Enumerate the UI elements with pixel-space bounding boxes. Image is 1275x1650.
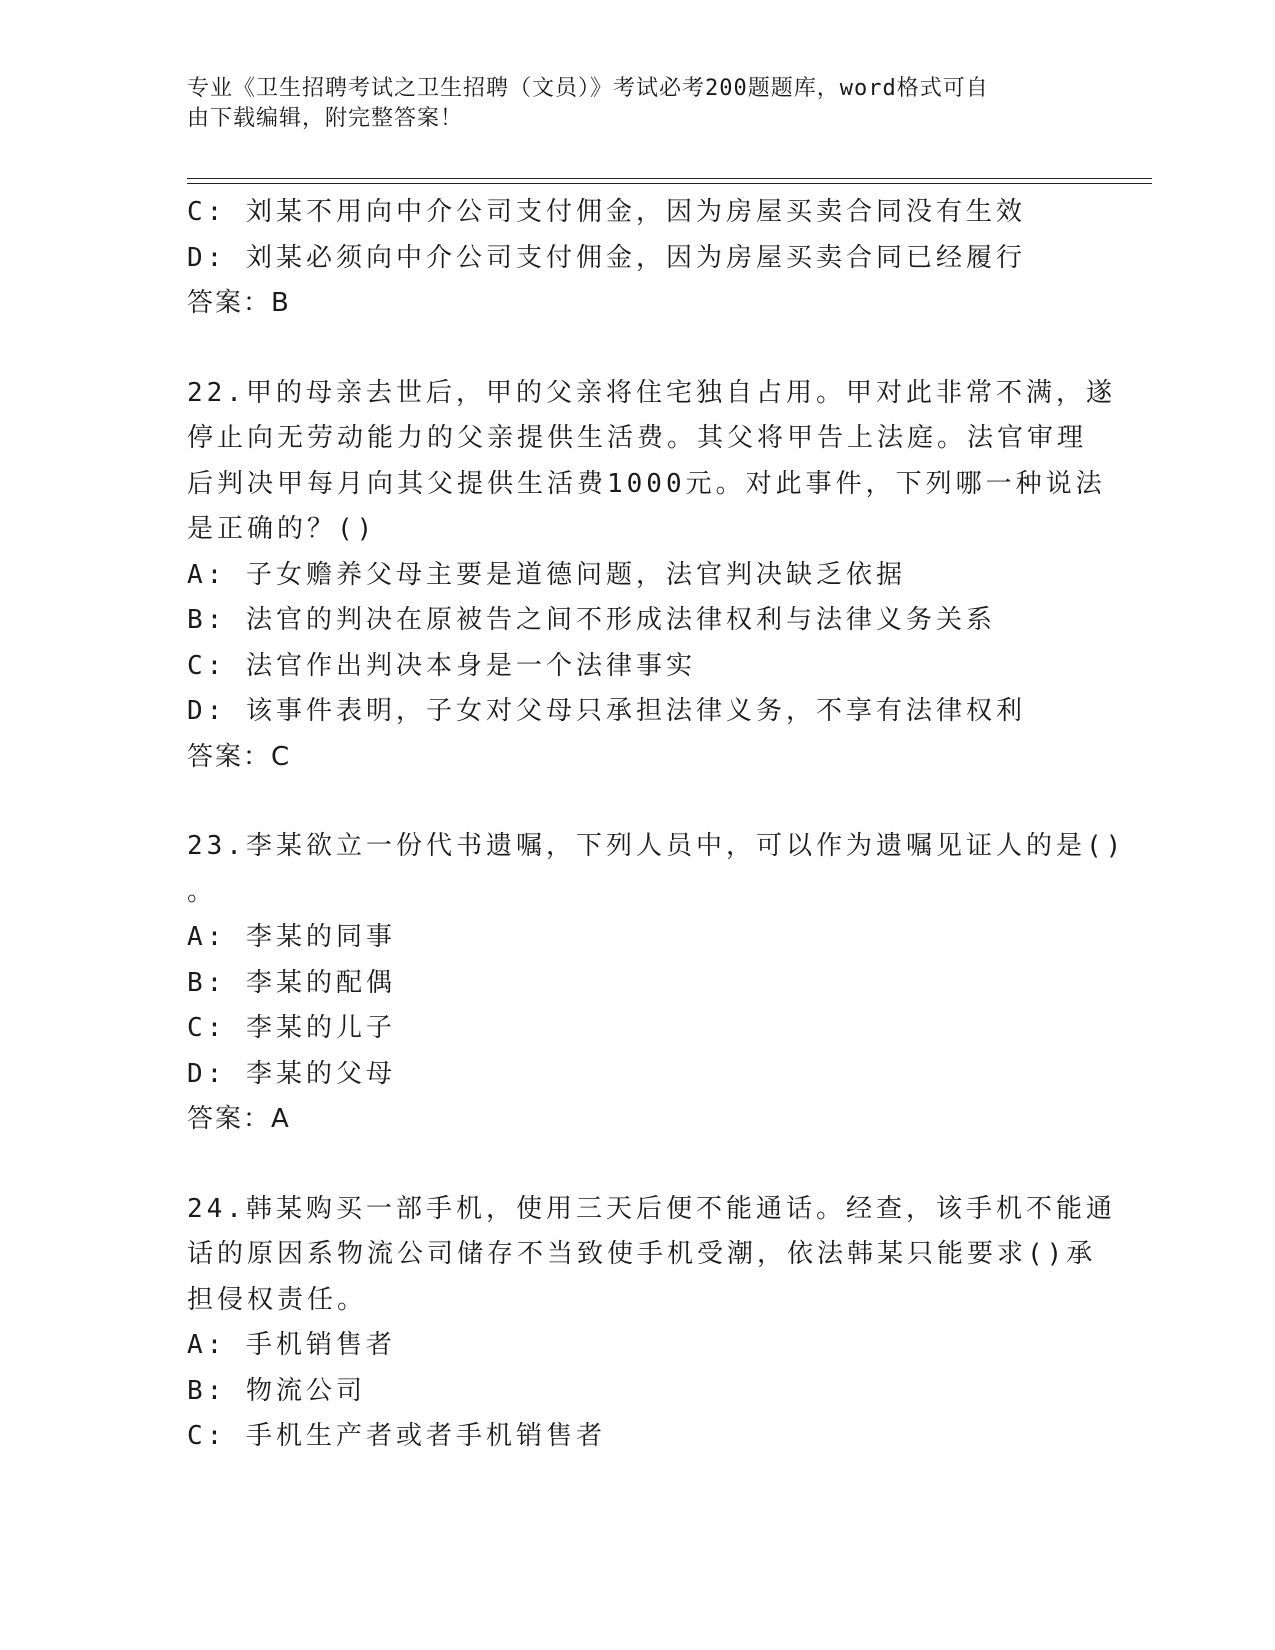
question-stem-line: 停止向无劳动能力的父亲提供生活费。其父将甲告上法庭。法官审理 (187, 423, 1088, 453)
option-d: D: 该事件表明，子女对父母只承担法律义务，不享有法律权利 (187, 696, 1026, 726)
answer: 答案：A (187, 1104, 291, 1134)
header-divider-top (187, 178, 1152, 179)
question-stem-line: 24.韩某购买一部手机，使用三天后便不能通话。经查，该手机不能通 (187, 1193, 1116, 1224)
document-header (187, 74, 1067, 134)
header-divider-bottom (187, 183, 1152, 184)
question-23 (187, 824, 1126, 1143)
document-body (187, 190, 1126, 1460)
prev-question (187, 190, 1087, 327)
option-c: C: 刘某不用向中介公司支付佣金，因为房屋买卖合同没有生效 (187, 197, 1026, 227)
question-spacer (187, 780, 1087, 824)
option-d: D: 李某的父母 (187, 1058, 396, 1089)
question-spacer (187, 327, 1087, 371)
question-stem-line: 23.李某欲立一份代书遗嘱，下列人员中，可以作为遗嘱见证人的是() (187, 831, 1126, 861)
option-b: B: 物流公司 (187, 1375, 366, 1406)
option-a: A: 李某的同事 (187, 922, 396, 952)
question-stem-line: 担侵权责任。 (187, 1284, 368, 1315)
question-stem-line: 后判决甲每月向其父提供生活费1000元。对此事件，下列哪一种说法 (187, 468, 1106, 499)
question-spacer (187, 1143, 1087, 1187)
question-stem-line: 22.甲的母亲去世后，甲的父亲将住宅独自占用。甲对此非常不满，遂 (187, 377, 1116, 408)
question-24 (187, 1187, 1116, 1460)
question-stem-line: 。 (187, 876, 218, 907)
option-a: A: 子女赡养父母主要是道德问题，法官判决缺乏依据 (187, 559, 906, 590)
answer: 答案：C (187, 741, 292, 772)
header-line-1: 专业《卫生招聘考试之卫生招聘（文员）》考试必考200题题库，word格式可自 (187, 76, 989, 101)
answer: 答案：B (187, 288, 291, 318)
question-stem-line: 是正确的？() (187, 514, 377, 544)
option-b: B: 法官的判决在原被告之间不形成法律权利与法律义务关系 (187, 605, 996, 635)
option-d: D: 刘某必须向中介公司支付佣金，因为房屋买卖合同已经履行 (187, 242, 1026, 273)
option-c: C: 法官作出判决本身是一个法律事实 (187, 650, 696, 681)
option-a: A: 手机销售者 (187, 1330, 396, 1360)
question-stem-line: 话的原因系物流公司储存不当致使手机受潮，依法韩某只能要求()承 (187, 1239, 1097, 1269)
option-c: C: 手机生产者或者手机销售者 (187, 1421, 606, 1451)
question-22 (187, 371, 1116, 781)
option-c: C: 李某的儿子 (187, 1013, 396, 1043)
option-b: B: 李某的配偶 (187, 967, 396, 998)
header-line-2: 由下载编辑，附完整答案！ (187, 106, 464, 131)
